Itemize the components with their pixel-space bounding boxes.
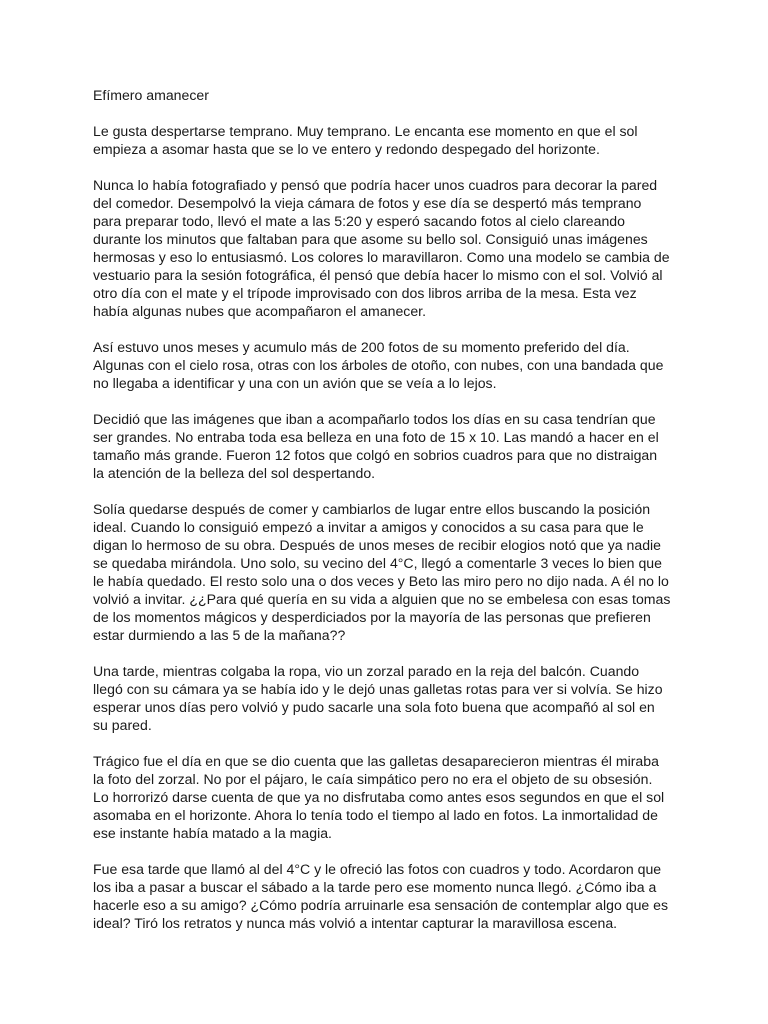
- paragraph: [93, 122, 713, 158]
- text-line: Le gusta despertarse temprano. Muy temprano. Le encanta ese momento en que el sol: [93, 123, 638, 139]
- text-line: para preparar todo, llevó el mate a las 5:20 y esperó sacando fotos al cielo clareando: [93, 213, 625, 229]
- text-line: esperar unos días pero volvió y pudo sacarle una sola foto buena que acompañó al sol en: [93, 699, 655, 715]
- text-line: otro día con el mate y el trípode improvisado con dos libros arriba de la mesa. Esta vez: [93, 285, 637, 301]
- text-line: vestuario para la sesión fotográfica, él pensó que debía hacer lo mismo con el sol. Volvió al: [93, 267, 663, 283]
- text-line: los iba a pasar a buscar el sábado a la tarde pero ese momento nunca llegó. ¿Cómo iba a: [93, 879, 657, 895]
- text-line: le había quedado. El resto solo una o dos veces y Beto las miro pero no dijo nada. A él no lo: [93, 573, 669, 589]
- text-line: empieza a asomar hasta que se lo ve entero y redondo despegado del horizonte.: [93, 141, 600, 157]
- text-line: asomaba en el horizonte. Ahora lo tenía todo el tiempo al lado en fotos. La inmortalidad de: [93, 807, 658, 823]
- paragraph: [93, 410, 713, 482]
- paragraph: [93, 176, 713, 320]
- text-line: ser grandes. No entraba toda esa belleza en una foto de 15 x 10. Las mandó a hacer en el: [93, 429, 659, 445]
- text-line: del comedor. Desempolvó la vieja cámara de fotos y ese día se despertó más temprano: [93, 195, 642, 211]
- text-line: ese instante había matado a la magia.: [93, 825, 332, 841]
- text-line: Así estuvo unos meses y acumulo más de 200 fotos de su momento preferido del día.: [93, 339, 630, 355]
- text-line: se quedaba mirándola. Uno solo, su vecino del 4°C, llegó a comentarle 3 veces lo bien que: [93, 555, 662, 571]
- text-line: Fue esa tarde que llamó al del 4°C y le ofreció las fotos con cuadros y todo. Acordaron que: [93, 861, 662, 877]
- text-line: Una tarde, mientras colgaba la ropa, vio un zorzal parado en la reja del balcón. Cuando: [93, 663, 640, 679]
- text-line: Lo horrorizó darse cuenta de que ya no disfrutaba como antes esos segundos en que el sol: [93, 789, 665, 805]
- paragraph: [93, 860, 713, 932]
- paragraph: [93, 338, 713, 392]
- text-line: volvió a invitar. ¿¿Para qué quería en su vida a alguien que no se embelesa con esas tomas: [93, 591, 671, 607]
- text-line: de los momentos mágicos y desperdiciados por la mayoría de las personas que prefieren: [93, 609, 651, 625]
- text-line: Solía quedarse después de comer y cambiarlos de lugar entre ellos buscando la posición: [93, 501, 651, 517]
- document-body: [93, 86, 713, 950]
- text-line: la atención de la belleza del sol despertando.: [93, 465, 376, 481]
- text-line: digan lo hermoso de su obra. Después de unos meses de recibir elogios notó que ya nadie: [93, 537, 662, 553]
- text-line: no llegaba a identificar y una con un avión que se veía a lo lejos.: [93, 375, 497, 391]
- text-line: su pared.: [93, 717, 152, 733]
- text-line: la foto del zorzal. No por el pájaro, le caía simpático pero no era el objeto de su obsesión.: [93, 771, 653, 787]
- paragraph: [93, 662, 713, 734]
- text-line: durante los minutos que faltaban para que asome su bello sol. Consiguió unas imágenes: [93, 231, 648, 247]
- text-line: hermosas y eso lo entusiasmó. Los colores lo maravillaron. Como una modelo se cambia de: [93, 249, 670, 265]
- text-line: Decidió que las imágenes que iban a acompañarlo todos los días en su casa tendrían que: [93, 411, 656, 427]
- text-line: ideal. Cuando lo consiguió empezó a invitar a amigos y conocidos a su casa para que le: [93, 519, 644, 535]
- text-line: Algunas con el cielo rosa, otras con los árboles de otoño, con nubes, con una bandada que: [93, 357, 664, 373]
- paragraph: [93, 500, 713, 644]
- text-line: estar durmiendo a las 5 de la mañana??: [93, 627, 346, 643]
- text-line: había algunas nubes que acompañaron el amanecer.: [93, 303, 427, 319]
- text-line: Trágico fue el día en que se dio cuenta que las galletas desaparecieron mientras él miraba: [93, 753, 659, 769]
- paragraph: [93, 752, 713, 842]
- text-line: llegó con su cámara ya se había ido y le dejó unas galletas rotas para ver si volvía. Se hizo: [93, 681, 663, 697]
- document-title: Efímero amanecer: [93, 87, 209, 103]
- text-line: tamaño más grande. Fueron 12 fotos que colgó en sobrios cuadros para que no distraigan: [93, 447, 658, 463]
- paragraph-list: [93, 122, 713, 932]
- text-line: Nunca lo había fotografiado y pensó que podría hacer unos cuadros para decorar la pared: [93, 177, 658, 193]
- text-line: ideal? Tiró los retratos y nunca más volvió a intentar capturar la maravillosa escena.: [93, 915, 618, 931]
- text-line: hacerle eso a su amigo? ¿Cómo podría arruinarle esa sensación de contemplar algo que es: [93, 897, 669, 913]
